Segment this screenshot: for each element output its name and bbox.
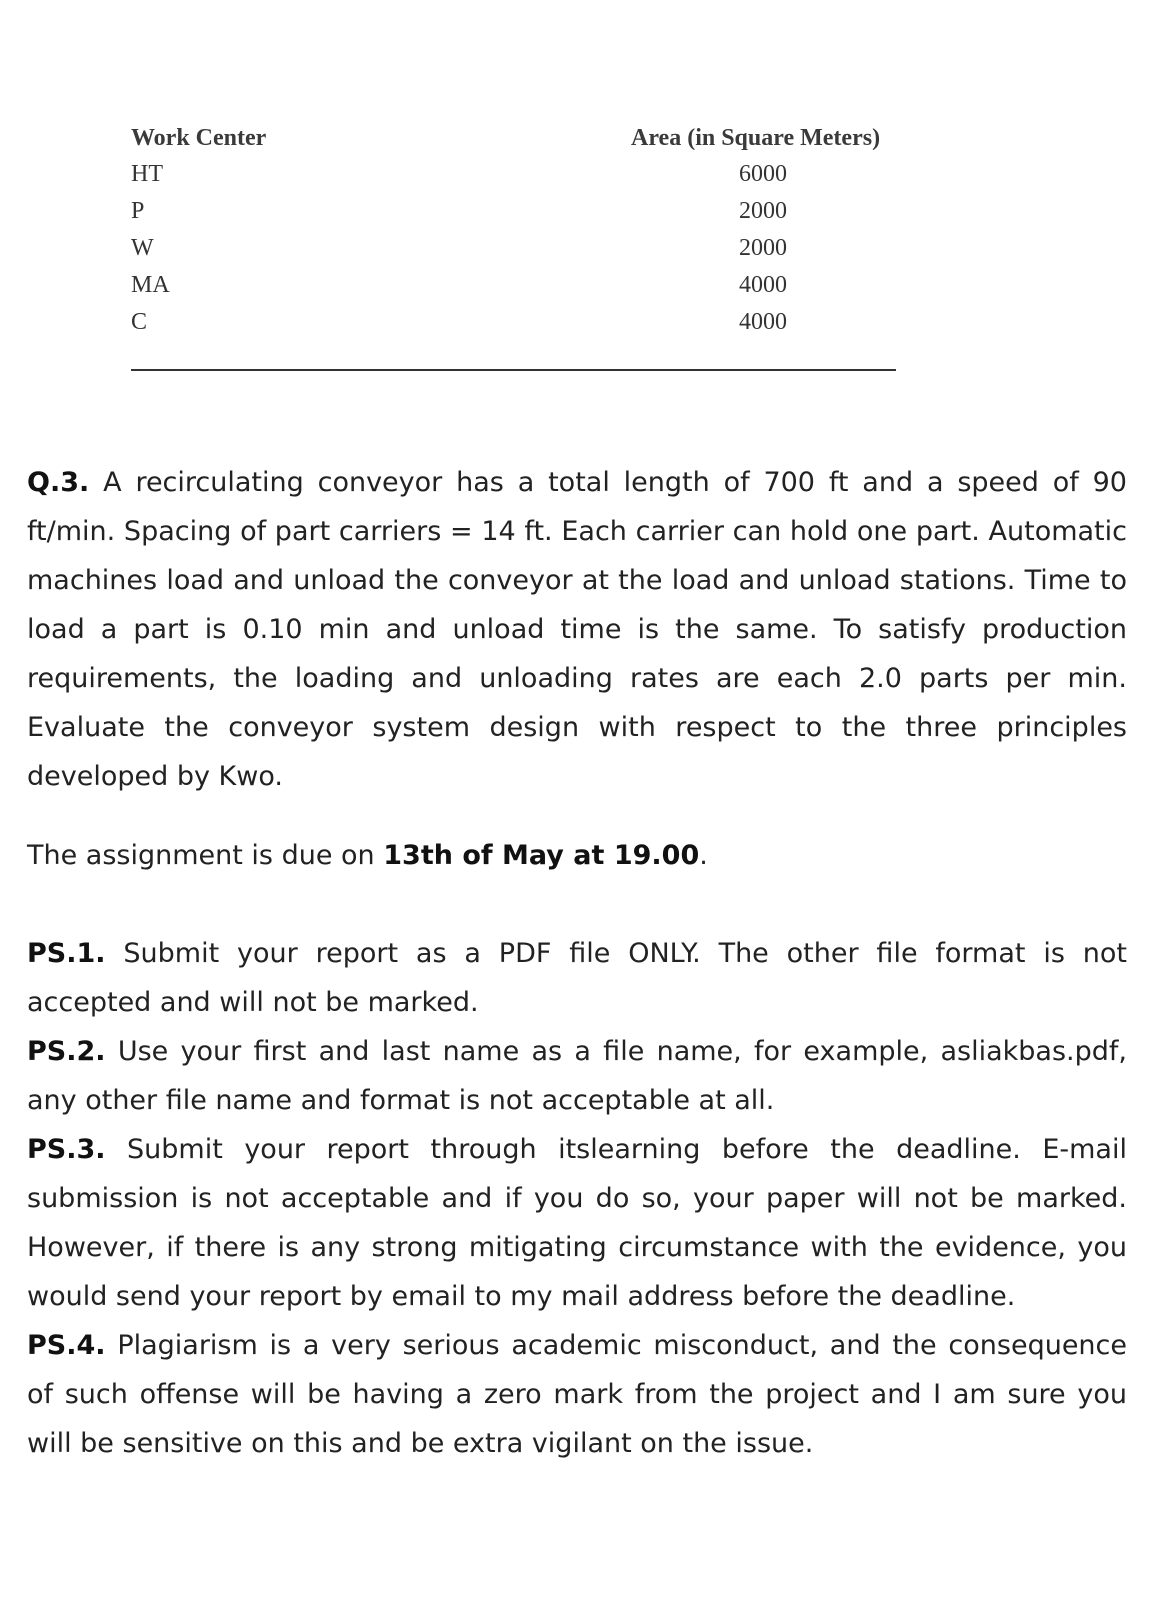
postscript-label: PS.2.	[27, 1036, 106, 1067]
table-row	[131, 230, 896, 267]
postscript-item	[27, 1027, 1127, 1125]
postscript-label: PS.1.	[27, 938, 106, 969]
cell-center: MA	[131, 272, 170, 298]
due-date-line	[27, 831, 1127, 880]
due-suffix: .	[699, 840, 708, 871]
postscript-item	[27, 1125, 1127, 1321]
work-center-table	[131, 120, 896, 341]
table-bottom-rule	[131, 369, 896, 371]
table-row	[131, 304, 896, 341]
header-area: Area (in Square Meters)	[631, 124, 881, 151]
postscript-text: Plagiarism is a very serious academic misconduct, and the consequence of such offense will be having a zero mark from the project and I am sure you will be sensitive on this and be extra vigilant on the issue.	[27, 1330, 1127, 1459]
question-3-label: Q.3.	[27, 467, 90, 498]
cell-area: 6000	[739, 161, 787, 187]
header-work-center: Work Center	[131, 124, 267, 151]
postscript-label: PS.3.	[27, 1134, 106, 1165]
cell-center: C	[131, 309, 148, 335]
cell-area: 4000	[739, 309, 787, 335]
cell-area: 2000	[739, 235, 787, 261]
postscript-text: Submit your report as a PDF file ONLY. The other file format is not accepted and will not be marked.	[27, 938, 1127, 1018]
due-prefix: The assignment is due on	[27, 840, 375, 871]
cell-center: HT	[131, 161, 163, 187]
cell-center: P	[131, 198, 145, 224]
table-header	[131, 120, 896, 156]
table-row	[131, 267, 896, 304]
postscript-item	[27, 929, 1127, 1027]
question-3	[27, 458, 1127, 801]
cell-area: 2000	[739, 198, 787, 224]
question-3-text: A recirculating conveyor has a total length of 700 ft and a speed of 90 ft/min. Spacing of part carriers = 14 ft. Each carrier can hold one part. Automatic machines load and unload the conveyor at the load and unload stations. Time to load a part is 0.10 min and unload time is the same. To satisfy production requirements, the loading and unloading rates are each 2.0 parts per min. Evaluate the conveyor system design with respect to the three principles developed by Kwo.	[27, 467, 1127, 792]
cell-center: W	[131, 235, 154, 261]
postscript-text: Use your first and last name as a file name, for example, asliakbas.pdf, any other file name and format is not acceptable at all.	[27, 1036, 1127, 1116]
due-date: 13th of May at 19.00	[383, 840, 700, 871]
postscript-text: Submit your report through itslearning before the deadline. E-mail submission is not acceptable and if you do so, your paper will not be marked. However, if there is any strong mitigating circumstance with the evidence, you would send your report by email to my mail address before the deadline.	[27, 1134, 1127, 1312]
table-row	[131, 193, 896, 230]
postscript-item	[27, 1321, 1127, 1468]
cell-area: 4000	[739, 272, 787, 298]
postscript-label: PS.4.	[27, 1330, 106, 1361]
postscript-list	[27, 929, 1127, 1468]
table-row	[131, 156, 896, 193]
